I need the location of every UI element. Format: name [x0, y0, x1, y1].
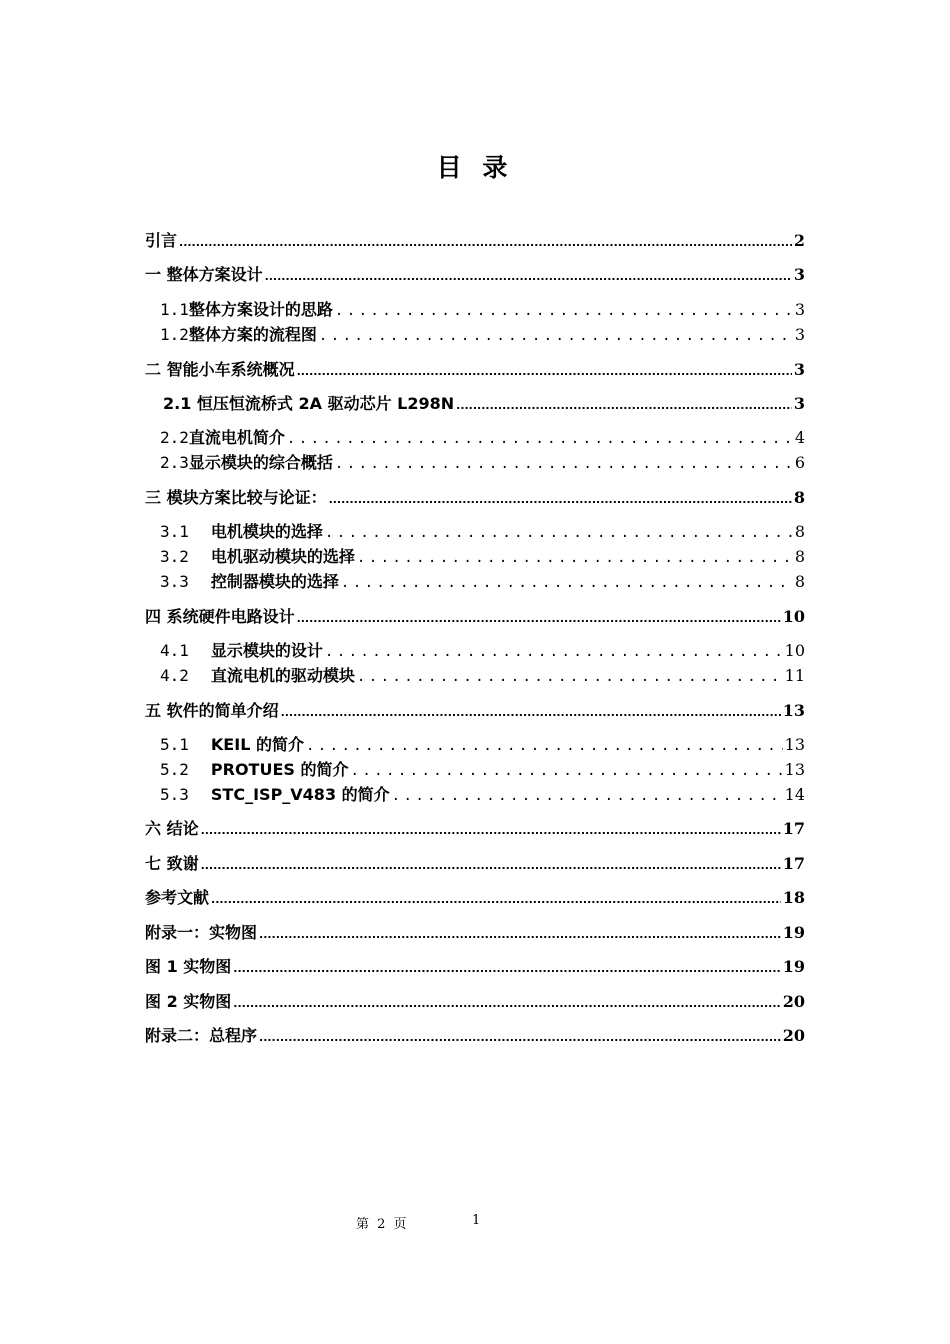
toc-entry-number: 4.1	[160, 641, 189, 660]
toc-entry-page: 13	[782, 701, 805, 720]
toc-entry-page: 19	[782, 957, 805, 976]
toc-entry-title: STC_ISP_V483 的简介	[210, 785, 390, 804]
toc-entry[interactable]	[145, 954, 805, 977]
toc-entry-number: 5.1	[160, 735, 189, 754]
toc-entry[interactable]	[145, 1023, 805, 1046]
toc-entry-title: 电机驱动模块的选择	[210, 547, 355, 566]
toc-entry-title: 三 模块方案比较与论证：	[145, 488, 327, 507]
toc-leader	[297, 360, 792, 379]
toc-entry-title: 电机模块的选择	[210, 522, 323, 541]
toc-entry[interactable]	[160, 544, 805, 567]
toc-entry-page: 14	[784, 785, 805, 804]
toc-entry-title: 控制器模块的选择	[210, 572, 339, 591]
toc-entry-page: 3	[793, 360, 805, 379]
toc-entry-title: 一 整体方案设计	[145, 265, 263, 284]
toc-leader	[325, 641, 783, 660]
toc-entry-title: 显示模块的综合概括	[188, 453, 333, 472]
toc-entry-number: 1.1	[160, 300, 189, 319]
toc-entry-page: 10	[784, 641, 805, 660]
toc-entry-title: 六 结论	[145, 819, 199, 838]
toc-entry-title: 七 致谢	[145, 854, 199, 873]
toc-entry[interactable]	[145, 604, 805, 627]
toc-entry-title: 二 智能小车系统概况	[145, 360, 295, 379]
toc-leader	[201, 819, 781, 838]
toc-entry-page: 3	[793, 265, 805, 284]
toc-entry[interactable]	[145, 485, 805, 508]
toc-leader	[211, 888, 781, 907]
toc-entry-title: 整体方案的流程图	[188, 325, 317, 344]
toc-entry-title: 直流电机的驱动模块	[210, 666, 355, 685]
toc-entry-title: 图 1 实物图	[145, 957, 232, 976]
toc-entry-number: 5.3	[160, 785, 189, 804]
toc-entry[interactable]	[145, 262, 805, 285]
toc-entry-number: 3.3	[160, 572, 189, 591]
toc-entry[interactable]	[160, 569, 805, 592]
page-footer	[356, 1213, 481, 1232]
toc-entry-page: 3	[794, 325, 805, 344]
toc-entry[interactable]	[160, 450, 805, 473]
toc-entry-page: 18	[782, 888, 805, 907]
toc-entry-title: 图 2 实物图	[145, 992, 232, 1011]
toc-entry-page: 20	[782, 992, 805, 1011]
toc-entry[interactable]	[160, 425, 805, 448]
toc-entry-number: 3.2	[160, 547, 189, 566]
toc-leader	[351, 760, 783, 779]
toc-leader	[335, 453, 793, 472]
toc-entry-number: 1.2	[160, 325, 189, 344]
toc-entry[interactable]	[145, 920, 805, 943]
toc-entry-page: 3	[793, 394, 805, 413]
toc-entry[interactable]	[160, 757, 805, 780]
toc-entry-number: 5.2	[160, 760, 189, 779]
toc-entry-page: 13	[784, 735, 805, 754]
toc-leader	[297, 607, 781, 626]
toc-entry-page: 19	[782, 923, 805, 942]
toc-leader	[357, 666, 783, 685]
toc-entry-number: 2.3	[160, 453, 189, 472]
toc-entry[interactable]	[145, 816, 805, 839]
toc-leader	[335, 300, 793, 319]
toc-entry-page: 8	[794, 522, 805, 541]
toc-entry-title: 引言	[145, 231, 178, 250]
toc-entry[interactable]	[160, 732, 805, 755]
toc-entry-page: 13	[784, 760, 805, 779]
toc-entry-title: 显示模块的设计	[210, 641, 323, 660]
toc-entry-page: 8	[794, 547, 805, 566]
toc-leader	[456, 394, 792, 413]
toc-leader	[281, 701, 781, 720]
toc-entry-number: 2.2	[160, 428, 189, 447]
toc-entry-title: KEIL 的简介	[210, 735, 304, 754]
toc-leader	[259, 923, 781, 942]
toc-leader	[265, 265, 792, 284]
toc-entry-title: 2.1 恒压恒流桥式 2A 驱动芯片 L298N	[163, 394, 455, 413]
toc-entry-title: 整体方案设计的思路	[188, 300, 333, 319]
footer-page-label: 第 2 页	[356, 1217, 407, 1232]
toc-leader	[259, 1026, 781, 1045]
toc-leader	[287, 428, 793, 447]
toc-entry-title: 附录二：总程序	[145, 1026, 258, 1045]
toc-entry-page: 2	[793, 231, 805, 250]
toc-entry-title: 附录一：实物图	[145, 923, 258, 942]
toc-leader	[179, 231, 792, 250]
toc-entry[interactable]	[160, 519, 805, 542]
toc-entry[interactable]	[160, 638, 805, 661]
page-title: 目 录	[436, 153, 514, 182]
toc-entry[interactable]	[145, 989, 805, 1012]
toc-entry-title: 四 系统硬件电路设计	[145, 607, 295, 626]
toc-leader	[329, 488, 792, 507]
toc-entry[interactable]	[160, 663, 805, 686]
toc-entry-title: PROTUES 的简介	[210, 760, 349, 779]
footer-page-number: 1	[472, 1213, 481, 1228]
toc-entry-page: 8	[793, 488, 805, 507]
toc-entry[interactable]	[163, 391, 805, 414]
toc-entry[interactable]	[160, 297, 805, 320]
toc-entry-title: 直流电机简介	[188, 428, 285, 447]
toc-entry-page: 17	[782, 854, 805, 873]
toc-entry-page: 11	[784, 666, 805, 685]
toc-entry-page: 8	[794, 572, 805, 591]
toc-entry[interactable]	[145, 851, 805, 874]
toc-entry[interactable]	[145, 698, 805, 721]
toc-entry-page: 6	[794, 453, 805, 472]
toc-leader	[341, 572, 793, 591]
toc-entry-page: 3	[794, 300, 805, 319]
toc-entry[interactable]	[160, 322, 805, 345]
toc-entry-title: 五 软件的简单介绍	[145, 701, 279, 720]
toc-entry-number: 3.1	[160, 522, 189, 541]
toc-entry-title: 参考文献	[145, 888, 210, 907]
toc-entry-number: 4.2	[160, 666, 189, 685]
toc-leader	[392, 785, 783, 804]
toc-entry-page: 10	[782, 607, 805, 626]
toc-leader	[306, 735, 783, 754]
toc-entry-page: 20	[782, 1026, 805, 1045]
toc-leader	[319, 325, 793, 344]
toc-entry[interactable]	[145, 885, 805, 908]
toc-entry[interactable]	[145, 357, 805, 380]
toc-entry-page: 4	[794, 428, 805, 447]
toc-entry[interactable]	[160, 782, 805, 805]
toc-leader	[233, 957, 780, 976]
toc-leader	[357, 547, 793, 566]
toc-entry-page: 17	[782, 819, 805, 838]
toc-leader	[233, 992, 780, 1011]
toc-leader	[325, 522, 793, 541]
toc-leader	[201, 854, 781, 873]
toc-entry[interactable]	[145, 228, 805, 251]
